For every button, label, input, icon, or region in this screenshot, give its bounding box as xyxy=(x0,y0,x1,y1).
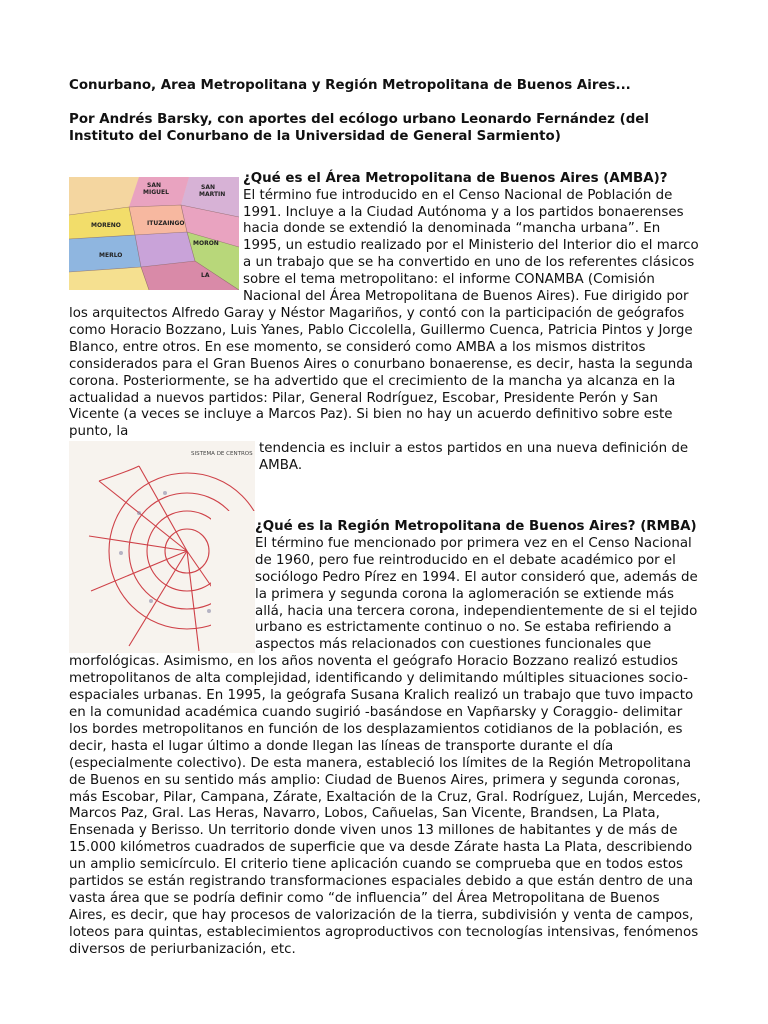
diagram-label: SISTEMA DE CENTROS xyxy=(191,451,253,458)
map-label: SAN xyxy=(201,183,215,191)
map-label: MIGUEL xyxy=(143,188,169,196)
map-label: SAN xyxy=(147,181,161,189)
map-label: MORON xyxy=(193,239,219,247)
amba-map-image xyxy=(69,177,239,290)
section-amba-body: El término fue introducido en el Censo Nacional de Población de 1991. Incluye a la Ciudad Autónoma y a los partidos bonaerenses hacia donde se extendió la denominada “mancha urbana”. En 1995, un estudio realizado por el Ministerio del Interior dio el marco a un trabajo que se ha convertido en uno de los referentes clásicos sobre el tema metropolitano: el informe CONAMBA (Comisión Nacional del Área Metropolitana de Buenos Aires). Fue dirigido por los arquitectos Alfredo Garay y Néstor Magariños, y contó con la participación de geógrafos como Horacio Bozzano, Luis Yanes, Pablo Ciccolella, Guillermo Cuenca, Patricia Pintos y Jorge Blanco, entre otros. En ese momento, se consideró como AMBA a los mismos distritos considerados para el Gran Buenos Aires o conurbano bonaerense, es decir, hasta la segunda corona. Posteriormente, se ha advertido que el crecimiento de la mancha ya alcanza en la actualidad a nuevos partidos: Pilar, General Rodríguez, Escobar, Presidente Perón y San Vicente (a veces se incluye a Marcos Paz). Si bien no hay un acuerdo definitivo sobre este punto, la xyxy=(69,187,699,440)
section-amba xyxy=(69,171,701,519)
map-label: MORENO xyxy=(91,221,121,229)
map-label: LA xyxy=(201,271,210,279)
map-label: MARTIN xyxy=(199,190,226,198)
map-label: ITUZAINGO xyxy=(147,219,185,227)
section-amba-heading: ¿Qué es el Área Metropolitana de Buenos Aires (AMBA)? xyxy=(243,170,668,186)
section-amba-body-end: tendencia es incluir a estos partidos en una nueva definición de AMBA. xyxy=(259,441,689,474)
section-rmba-heading: ¿Qué es la Región Metropolitana de Buenos Aires? (RMBA) xyxy=(255,519,697,535)
document-byline: Por Andrés Barsky, con aportes del ecólogo urbano Leonardo Fernández (del Instituto del Conurbano de la Universidad de General Sarmiento) xyxy=(69,111,649,144)
map-label: MERLO xyxy=(99,251,123,259)
document-title: Conurbano, Area Metropolitana y Región Metropolitana de Buenos Aires... xyxy=(69,78,631,93)
section-rmba-body: El término fue mencionado por primera vez en el Censo Nacional de 1960, pero fue reintroducido en el debate académico por el sociólogo Pedro Pírez en 1994. El autor consideró que, además de la primera y segunda corona la aglomeración se extiende más allá, hacia una tercera corona, independientemente de si el tejido urbano es estrictamente continuo o no. Se estaba refiriendo a aspectos más relacionados con cuestiones funcionales que morfológicas. Asimismo, en los años noventa el geógrafo Horacio Bozzano realizó estudios metropolitanos de alta complejidad, identificando y delimitando múltiples situaciones socio-espaciales urbanas. En 1995, la geógrafa Susana Kralich realizó un trabajo que tuvo impacto en la comunidad académica cuando sugirió -basándose en Vapñarsky y Coraggio- delimitar los bordes metropolitanos en función de los desplazamientos cotidianos de la población, es decir, hasta el lugar último a donde llegan las líneas de transporte durante el día (especialmente colectivo). De esta manera, estableció los límites de la Región Metropolitana de Buenos en su sentido más amplio: Ciudad de Buenos Aires, primera y segunda coronas, más Escobar, Pilar, Campana, Zárate, Exaltación de la Cruz, Gral. Rodríguez, Luján, Mercedes, Marcos Paz, Gral. Las Heras, Navarro, Lobos, Cañuelas, San Vicente, Brandsen, La Plata, Ensenada y Berisso. Un territorio donde viven unos 13 millones de habitantes y de más de 15.000 kilómetros cuadrados de superficie que va desde Zárate hasta La Plata, describiendo un amplio semicírculo. El criterio tiene aplicación cuando se comprueba que en todos estos partidos se están registrando transformaciones espaciales debido a que están dentro de una vasta área que se podría definir como “de influencia” del Área Metropolitana de Buenos Aires, es decir, que hay procesos de valorización de la tierra, subdivisión y venta de campos, loteos para quintas, establecimientos agroproductivos con tecnologías intensivas, fenómenos diversos de periurbanización, etc. xyxy=(69,535,702,957)
document-page xyxy=(69,78,701,959)
rmba-diagram-image xyxy=(69,441,255,653)
